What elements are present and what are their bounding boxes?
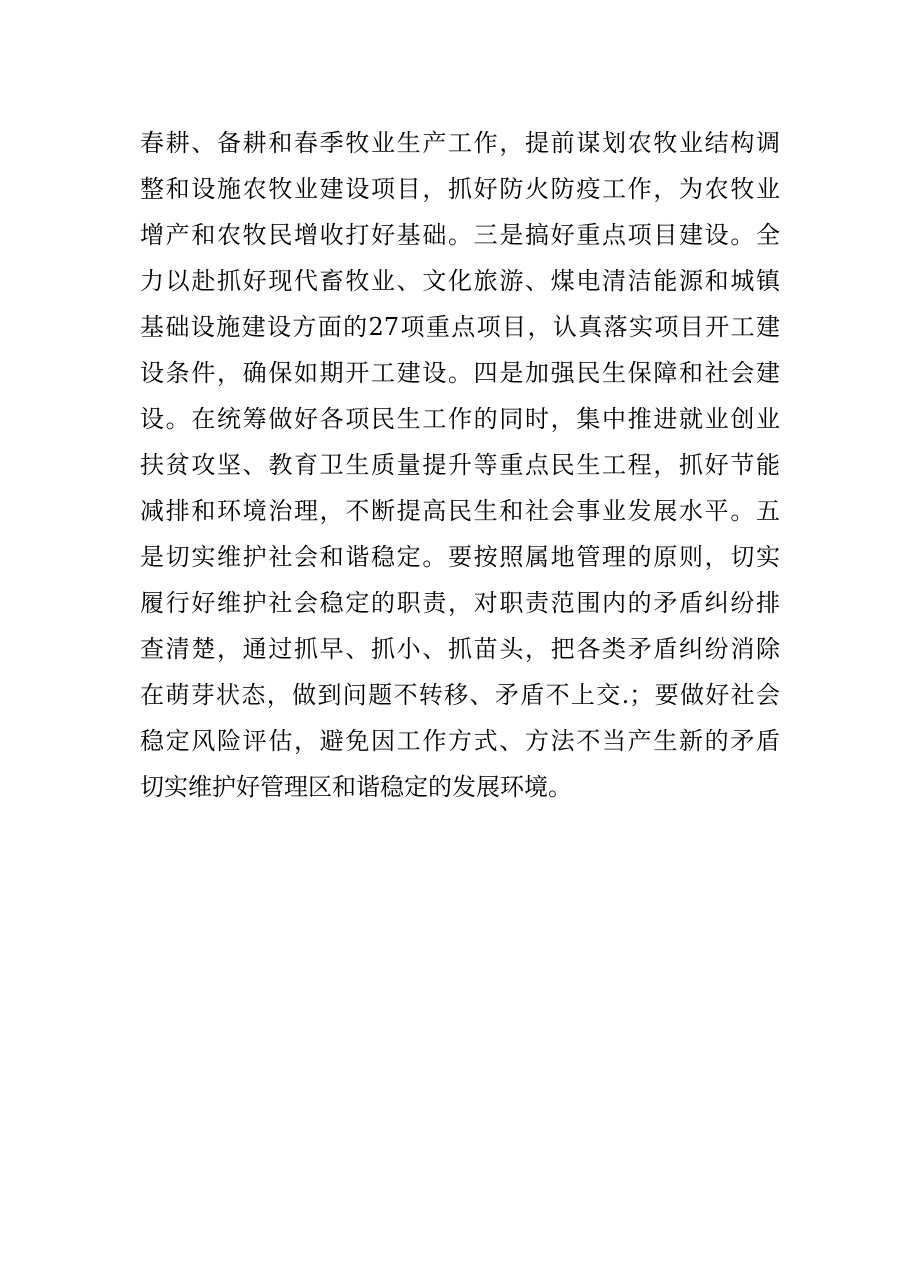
paragraph-line-last: 切实维护好管理区和谐稳定的发展环境。 bbox=[140, 773, 572, 801]
paragraph-line: 春耕、备耕和春季牧业生产工作，提前谋划农牧业结构调 bbox=[140, 129, 780, 157]
paragraph-line: 设条件，确保如期开工建设。四是加强民生保障和社会建 bbox=[140, 359, 780, 387]
paragraph-line: 是切实维护社会和谐稳定。要按照属地管理的原则，切实 bbox=[140, 543, 780, 571]
paragraph-line: 查清楚，通过抓早、抓小、抓苗头，把各类矛盾纠纷消除 bbox=[140, 635, 780, 663]
paragraph-line: 设。在统筹做好各项民生工作的同时，集中推进就业创业 bbox=[140, 405, 780, 433]
paragraph-line: 力以赴抓好现代畜牧业、文化旅游、煤电清洁能源和城镇 bbox=[140, 267, 780, 295]
paragraph-line: 履行好维护社会稳定的职责，对职责范围内的矛盾纠纷排 bbox=[140, 589, 780, 617]
paragraph-line: 扶贫攻坚、教育卫生质量提升等重点民生工程，抓好节能 bbox=[140, 451, 780, 479]
paragraph-line: 整和设施农牧业建设项目，抓好防火防疫工作，为农牧业 bbox=[140, 175, 780, 203]
paragraph-line: 增产和农牧民增收打好基础。三是搞好重点项目建设。全 bbox=[140, 221, 780, 249]
paragraph-line: 减排和环境治理，不断提高民生和社会事业发展水平。五 bbox=[140, 497, 780, 525]
paragraph-line: 在萌芽状态，做到问题不转移、矛盾不上交.；要做好社会 bbox=[140, 681, 780, 709]
paragraph-line: 基础设施建设方面的27项重点项目，认真落实项目开工建 bbox=[140, 313, 780, 341]
body-paragraph bbox=[140, 120, 780, 810]
paragraph-line: 稳定风险评估，避免因工作方式、方法不当产生新的矛盾 bbox=[140, 727, 780, 755]
